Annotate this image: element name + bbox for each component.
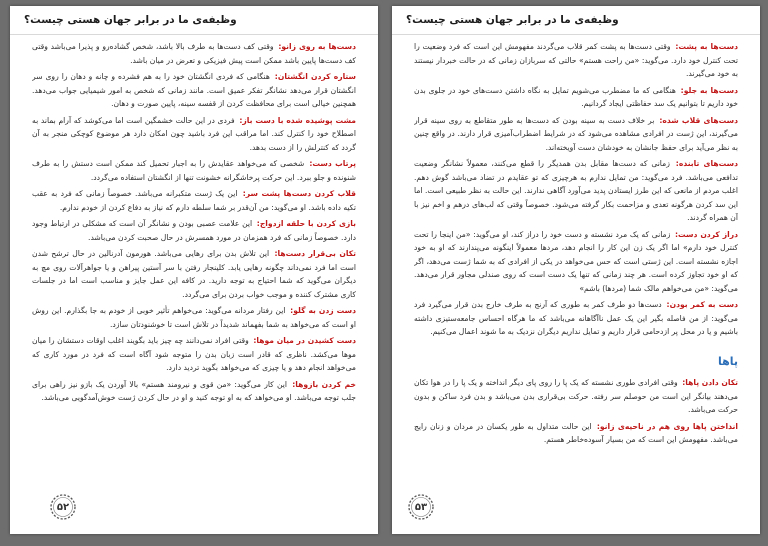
paragraph-text: این یک ژست متکبرانه می‌باشد. خصوصاً زمانی که فرد به عقب تکیه داده باشد. او می‌گوید: من آن‌قدر بر شما سلطه دارم که نیاز به دفاع کردن از خودم ندارم. [32,189,356,212]
paragraph-text: وقتی افراد نمی‌دانند چه چیز باید بگویند اغلب اوقات دستشان را میان موها می‌کشد. ناظری که قادر است زبان بدن را متوجه شود آگاه است که فرد در مورد کاری که می‌خواهد انجام دهد و یا چیزی که می‌خواهد بگوید تردید دارد. [32,336,356,372]
paragraph-text: این کار می‌گوید: «من قوی و نیرومند هستم» بالا آوردن یک بازو نیز راهی برای جلب توجه می‌باشد. او می‌خواهد که به او توجه کنید و او در حال کردن ژست خوش‌آمدگویی می‌باشد. [32,379,356,402]
page-header [392,6,760,35]
paragraph [414,420,738,447]
page-number: ۵۳ [414,501,428,513]
paragraph-term: تکان بی‌قرار دست‌ها: [274,249,356,258]
paragraph [414,84,738,111]
paragraph-term: دست‌ها به جلو: [680,85,738,95]
left-page [10,6,378,534]
paragraph [32,247,356,301]
paragraph-text: دست‌ها دو طرف کمر به طوری که آرنج به طرف خارج بدن قرار می‌گیرد فرد می‌گوید: از من فاصله بگیر این یک عمل ناآگاهانه می‌باشد که ما هرگاه احساس جامعه‌ستیزی داشته باشیم و یا در محل پر ازدحامی قرار داریم و تمایل نداریم دیگران نزدیک به ما شوند اعمال می‌کنیم. [414,300,738,336]
page-content [32,40,356,488]
paragraph [32,157,356,184]
header-title: وظیفه‌ی ما در برابر جهان هستی چیست؟ [24,14,237,26]
paragraph-term: ستاره کردن انگشتان: [274,72,356,81]
paragraph-term: دراز کردن دست: [674,229,738,239]
paragraph-term: انداختن پاها روی هم در ناحیه‌ی زانو: [596,421,738,431]
paragraph-text: وقتی کف دست‌ها به طرف بالا باشد، شخص گشاده‌رو و پذیرا می‌باشد وقتی کف دست‌ها پایین باشد ممکن است پیش فیزیکی و تعرض در میان باشد. [32,42,356,65]
paragraph-text: زمانی که دست‌ها مقابل بدن همدیگر را قطع می‌کنند، معمولاً نشانگر وضعیت تدافعی می‌باشد. فرد می‌گوید: من تمایل ندارم به هرچیزی که تو عقایدم در تضاد می‌باشد گوش دهم. اغلب مردم از مانعی که این طرز ایستادن پدید می‌آورد آگاهی ندارند. این حالت به نظر طبیعی است. اما این سد کردن هرگونه تعدی و مزاحمت بکار گرفته می‌شود. خصوصاً وقتی که لب‌های درهم و اخم نیز با آن همراه گردند. [414,159,738,222]
paragraph [414,114,738,155]
paragraph-term: خم کردن بازوها: [292,379,356,389]
paragraph [414,40,738,81]
paragraph-term: دست‌های تابنده: [675,159,738,168]
page-number: ۵۲ [56,501,70,513]
paragraph-text: وقتی افرادی طوری نشسته که یک پا را روی پای دیگر انداخته و یک پا را در هوا تکان می‌دهند بیانگر این است من حوصلم سر رفته. حرکت بی‌قراری بدن می‌باشد و بدن فرد ساکن و بدون حرکت می‌باشد. [414,378,738,414]
paragraph-term: تکان دادن پاها: [682,378,738,387]
paragraph-text: هنگامی که ما مضطرب می‌شویم تمایل به نگاه داشتن دست‌های خود در جلوی بدن خود داریم تا بتوانیم یک سد حفاظتی ایجاد گردانیم. [414,85,738,108]
paragraph [32,114,356,155]
paragraph-text: شخصی که می‌خواهد عقایدش را به اجبار تحمیل کند ممکن است دستش را به طرف شنونده و جلو ببرد. این حرکت پرخاشگرانه خشونت تنها از انگشتان استفاده می‌گردد. [32,159,356,182]
paragraph [32,40,356,67]
section-heading: پاها [717,354,738,368]
paragraph-term: قلاب کردن دست‌ها پشت سر: [242,189,356,198]
paragraph [414,157,738,225]
paragraph [414,376,738,417]
paragraph-text: وقتی دست‌ها به پشت کمر قلاب می‌گردند مفهومش این است که فرد وضعیت را تحت کنترل خود دارد. می‌گوید: «من راحت هستم» حالتی که سربازان زمانی که در حالت خبردار نیستند به خود می‌گیرند. [414,42,738,78]
page-content [414,40,738,488]
paragraph-text: هنگامی که فردی انگشتان خود را به هم فشرده و چانه و دهان را روی سر انگشتان قرار می‌دهد نشانگر تفکر عمیق است. مانند زمانی که شخص به امور شیمیایی جواب می‌دهد. همچنین خیالی است برای محافظت کردن از قفسه سینه، پایین صورت و دهان. [32,72,356,108]
paragraph-term: دست‌ها به روی زانو: [278,42,356,51]
paragraph-term: دست کشیدن در میان موها: [253,336,356,345]
paragraph [414,298,738,339]
paragraph-text: این تلاش بدن برای رهایی می‌باشد. هورمون آدرنالین در حال ترشح شدن است اما فرد نمی‌داند چگونه رهایی یابد. کلینجار رفتن با سر آستین پیراهن و یا جواهرآلات روی مچ به دیگران می‌گوید که شما احتیاج به توجه دارید. در کافه این عمل جایز و مناسب است اما در جلسات کاری مشترک کننده و موجب خواب بردن برای می‌گردد. [32,249,356,299]
header-title: وظیفه‌ی ما در برابر جهان هستی چیست؟ [406,14,619,26]
paragraph-text: این علامت عصبی بودن و نشانگر آن است که مشکلی در ارتباط وجود دارد. خصوصاً زمانی که فرد همزمان در مورد همسرش در حال صحبت کردن می‌باشد. [32,219,356,242]
page-number-badge [406,492,436,522]
paragraph-term: مشت پوشیده شده با دست باز: [239,115,356,125]
paragraph-term: بازی کردن با حلقه ازدواج: [256,219,356,228]
paragraph-text: بر خلاف دست به سینه بودن که دست‌ها به طور متقاطع به روی سینه قرار می‌گیرند، این ژست در افرادی مشاهده می‌شود که در شرایط اضطراب‌آمیزی قرار دارند. در واقع چنین به نظر می‌آید برای حفظ جانشان به خودشان دست آویخته‌اند. [414,115,738,152]
paragraph [32,187,356,214]
paragraph-text: این حالت متداول به طور یکسان در مردان و زنان رایج می‌باشد. مفهومش این است که من بسیار آسوده‌خاطر هستم. [414,421,738,444]
paragraph [32,217,356,244]
page-header [10,6,378,35]
paragraph-text: این رفتار مردانه می‌گوید: می‌خواهم تأثیر خوبی از خودم به جا بگذارم. این روش او است که می‌خواهد به شما بفهماند شدیداً در تلاش است تا خوشنودتان سازد. [32,306,356,329]
paragraph [32,304,356,331]
paragraph-text: فردی در این حالت خشمگین است اما می‌کوشد که آرام بماند به اصطلاح خود را کنترل کند. اما مراقب این فرد باشید چون امکان دارد هر موضوع کوچکی منجر به آن گردد که کنترلش را از دست بدهد. [32,115,356,152]
paragraph-term: دست‌های قلاب شده: [659,115,738,125]
paragraph-text: زمانی که یک مرد نشسته و دست خود را دراز کند، او می‌گوید: «من اینجا را تحت کنترل خود دارم» اما اگر یک زن این کار را انجام دهد، مردها معمولاً اینگونه می‌پندارند که او به خود اجازه نشسته است. این ژستی است که حس می‌خواهد در یکی از افرادی که به شما ژست می‌دهد، اگر که او خود تجاوز کرده است. هر چند زمانی که تنها یک دست است که روی صندلی مجاور قرار می‌دهد. می‌گوید: «من می‌خواهم مالک شما (مردها) باشم» [414,229,738,293]
paragraph-term: پرتاب دست: [309,159,356,168]
paragraph [32,378,356,405]
page-number-badge [48,492,78,522]
right-page [392,6,760,534]
paragraph-term: دست‌ها به پشت: [675,42,738,51]
paragraph [32,70,356,111]
paragraph-term: دست زدن به گلو: [290,306,356,315]
paragraph [32,334,356,375]
paragraph-term: دست به کمر بودن: [666,300,738,309]
paragraph [414,228,738,296]
